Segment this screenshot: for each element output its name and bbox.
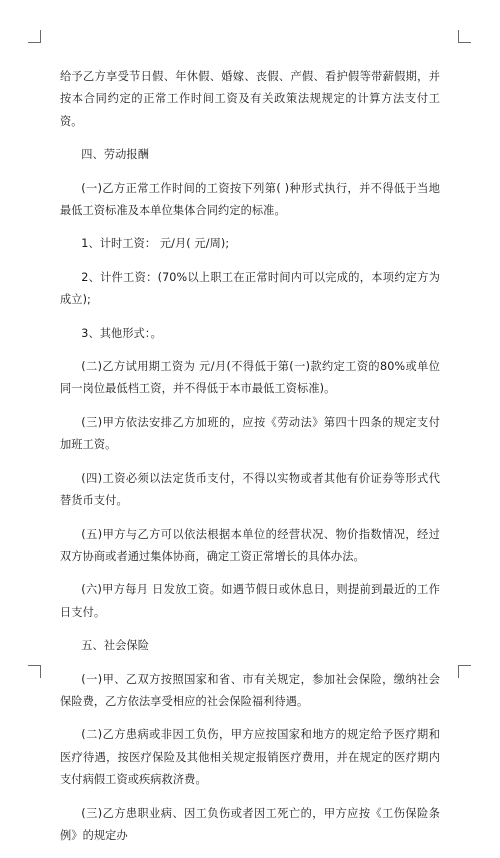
- paragraph-currency: (四)工资必须以法定货币支付，不得以实物或者其他有价证券等形式代替货币支付。: [60, 471, 440, 508]
- crop-mark-top-right: [458, 30, 471, 43]
- paragraph-occupational-injury: (三)乙方患职业病、因工负伤或者因工死亡的，甲方应按《工伤保险条例》的规定办: [60, 806, 440, 842]
- paragraph-paid-leave: 给予乙方享受节日假、年休假、婚嫁、丧假、产假、看护假等带薪假期，并按本合同约定的正常工作时间工资及有关政策法规规定的计算方法支付工资。: [60, 70, 440, 128]
- paragraph-illness: (二)乙方患病或非因工负伤，甲方应按国家和地方的规定给予医疗期和医疗待遇，按医疗保险及其他相关规定报销医疗费用，并在规定的医疗期内支付病假工资或疾病救济费。: [60, 728, 440, 787]
- paragraph-probation-wage: (二)乙方试用期工资为 元/月(不得低于第(一)款约定工资的80%或单位同一岗位最低档工资，并不得低于本市最低工资标准)。: [60, 360, 440, 396]
- section-heading-social-insurance: 五、社会保险: [81, 639, 149, 653]
- paragraph-wage-growth: (五)甲方与乙方可以依法根据本单位的经营状况、物价指数情况，经过双方协商或者通过集体协商，确定工资正常增长的具体办法。: [60, 527, 440, 563]
- section-heading-remuneration: 四、劳动报酬: [81, 148, 149, 162]
- paragraph-insurance-participation: (一)甲、乙双方按照国家和省、市有关规定，参加社会保险，缴纳社会保险费，乙方依法享受相应的社会保险福利待遇。: [60, 672, 440, 708]
- paragraph-pay-day: (六)甲方每月 日发放工资。如遇节假日或休息日，则提前到最近的工作日支付。: [60, 583, 440, 619]
- paragraph-wage-form: (一)乙方正常工作时间的工资按下列第( )种形式执行，并不得低于当地最低工资标准及本单位集体合同约定的标准。: [60, 181, 440, 218]
- document-body: [60, 66, 440, 858]
- crop-mark-top-left: [28, 30, 41, 43]
- paragraph-time-wage: 1、计时工资： 元/月( 元/周);: [81, 237, 230, 251]
- crop-mark-bottom-right: [458, 665, 471, 678]
- paragraph-piece-wage: 2、计件工资：(70%以上职工在正常时间内可以完成的，本项约定方为成立);: [60, 270, 440, 307]
- crop-mark-bottom-left: [28, 665, 41, 678]
- paragraph-overtime: (三)甲方依法安排乙方加班的，应按《劳动法》第四十四条的规定支付加班工资。: [60, 415, 440, 452]
- paragraph-other-form: 3、其他形式：。: [81, 326, 162, 340]
